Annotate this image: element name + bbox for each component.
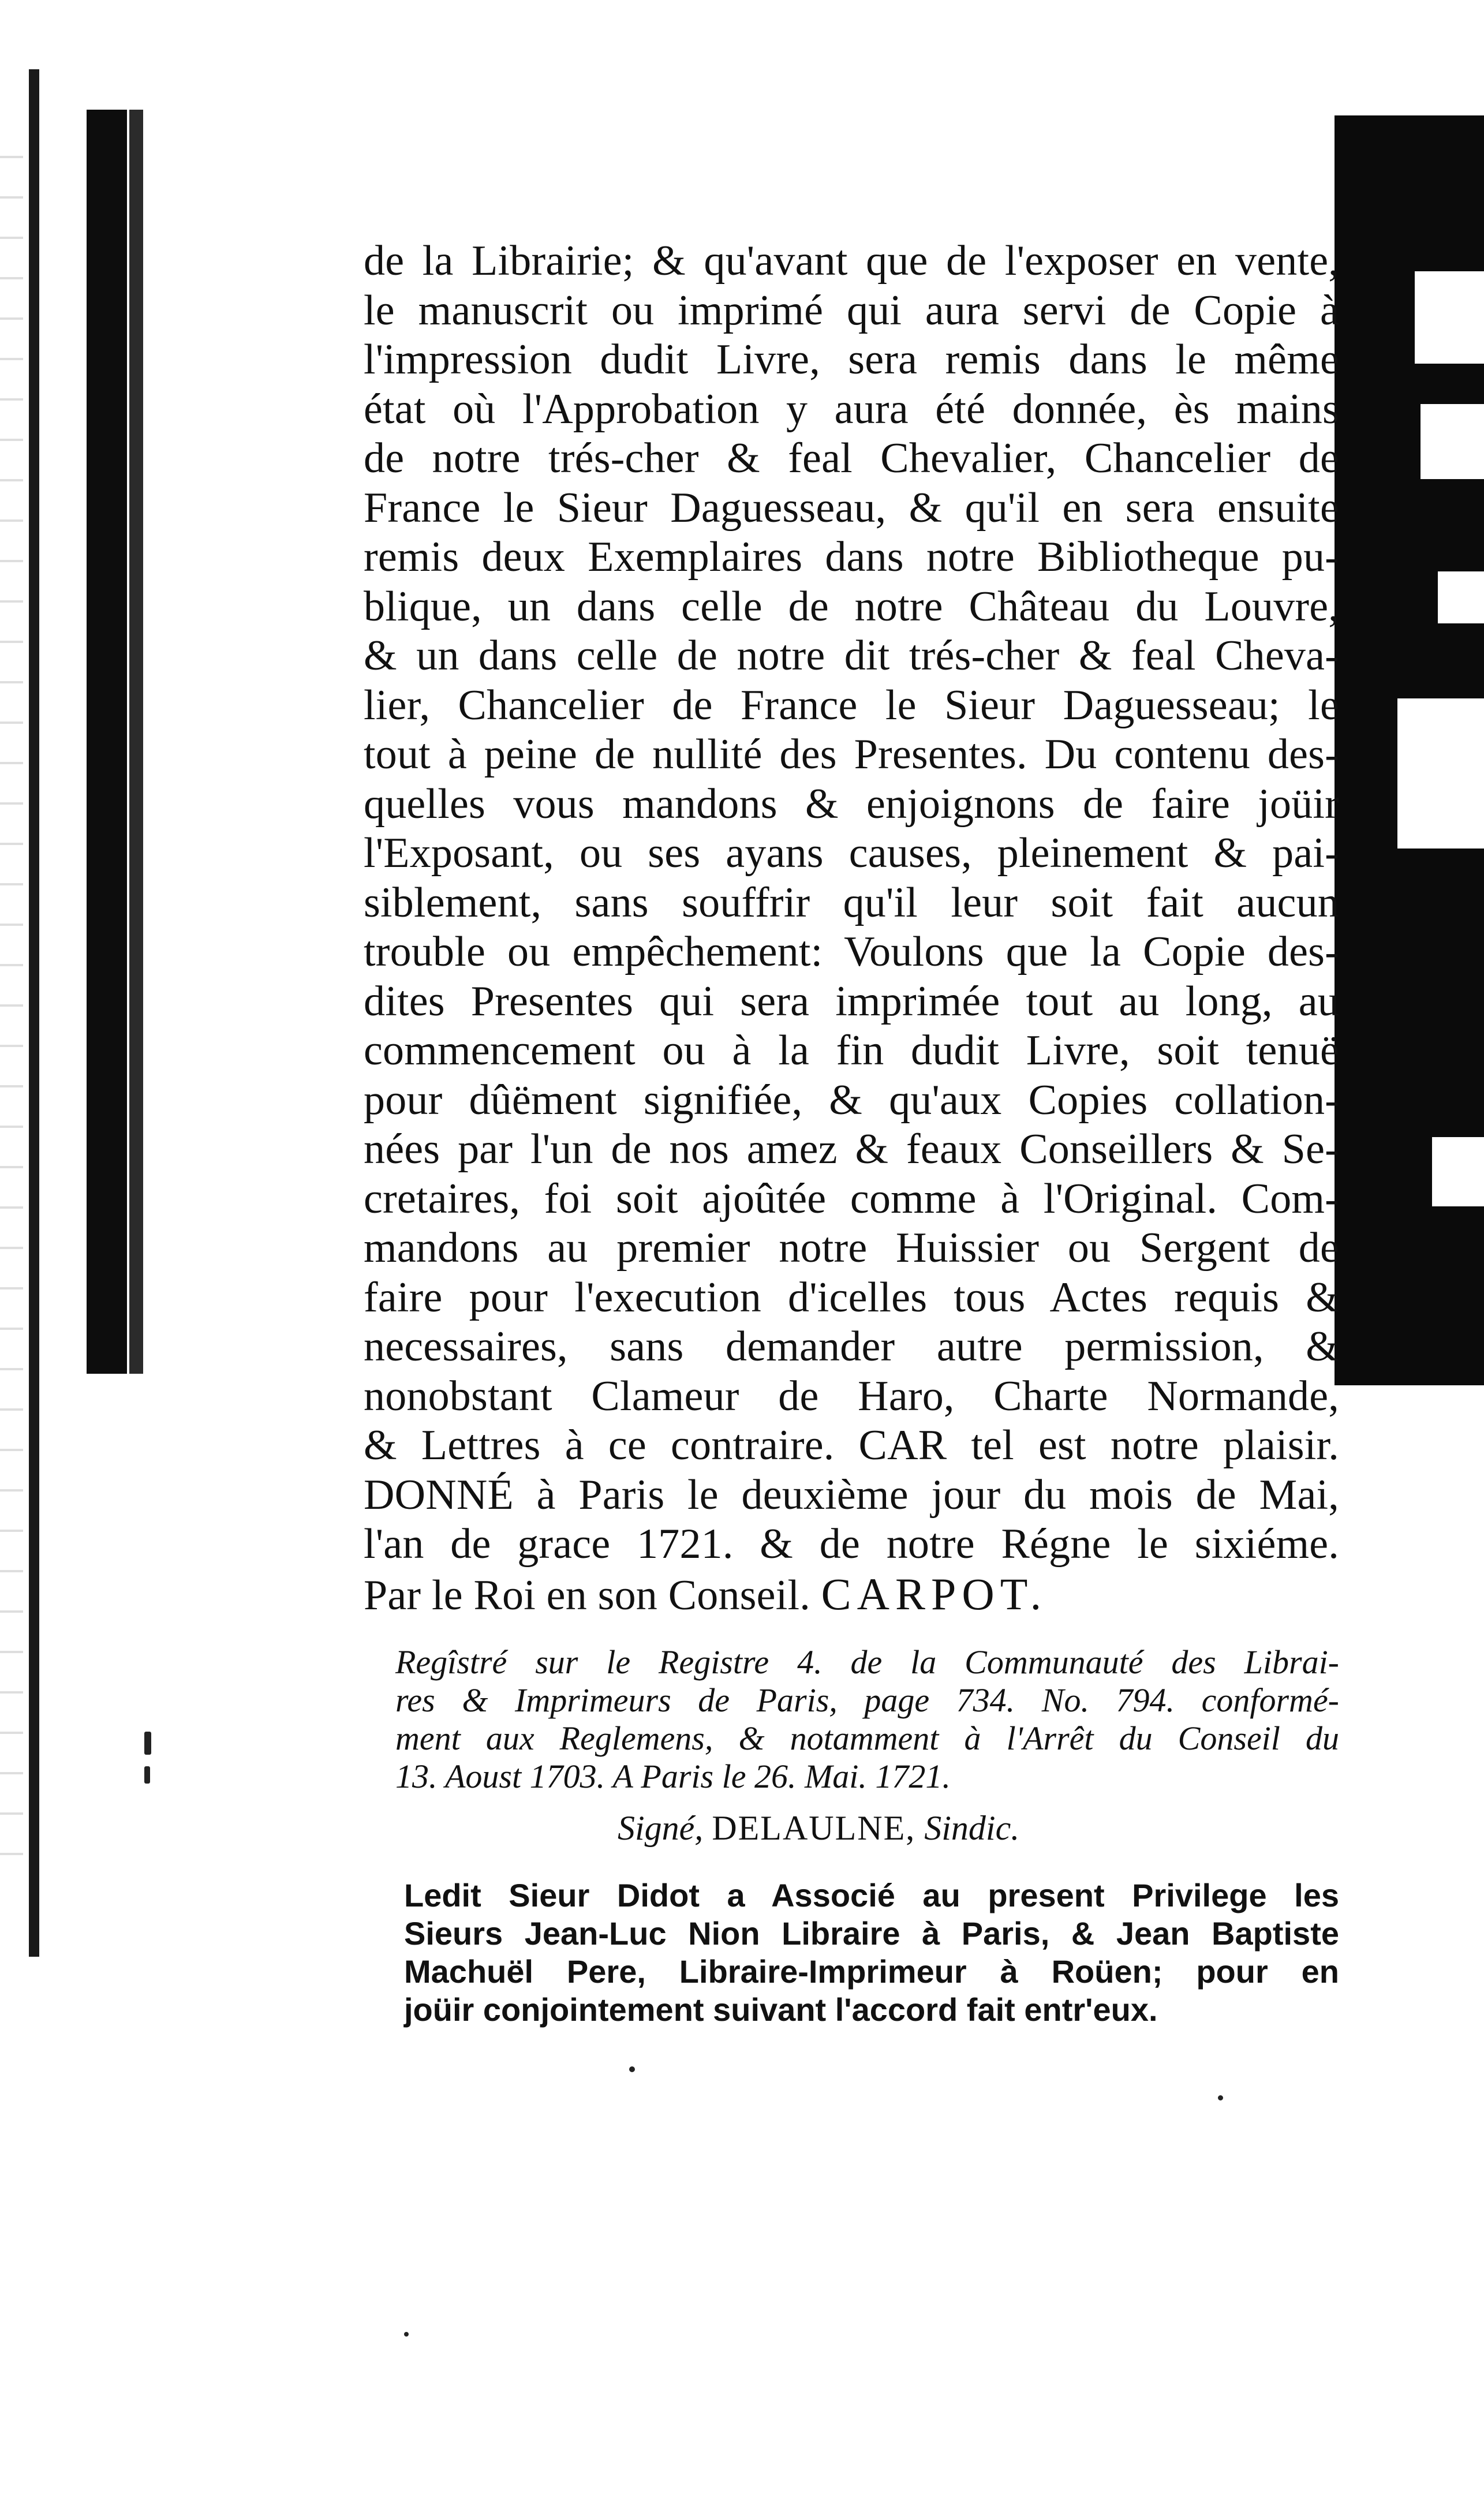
syndic-role: Sindic. (924, 1809, 1020, 1847)
text-line: mandons au premier notre Huissier ou Sergent de (364, 1224, 1339, 1272)
text-line: faire pour l'execution d'icelles tous Actes requis & (364, 1273, 1339, 1321)
text-line: l'impression dudit Livre, sera remis dans le même (364, 336, 1339, 383)
text-line: nées par l'un de nos amez & feaux Conseillers & Se- (364, 1126, 1339, 1173)
registration-line: ment aux Reglemens, & notamment à l'Arrêt du Conseil du (395, 1720, 1339, 1757)
text-line: France le Sieur Daguesseau, & qu'il en sera ensuite (364, 484, 1339, 532)
facing-page-glyph (1438, 571, 1484, 623)
association-line: Ledit Sieur Didot a Associé au present Privilege les (404, 1877, 1339, 1913)
text-line: de notre trés-cher & feal Chevalier, Chancelier de (364, 435, 1339, 482)
scan-speck (1218, 2095, 1223, 2100)
text-line: lier, Chancelier de France le Sieur Daguesseau; le (364, 681, 1339, 729)
signatory-name: CARPOT. (821, 1568, 1048, 1619)
text-line: cretaires, foi soit ajoûtée comme à l'Original. Com- (364, 1175, 1339, 1223)
scan-speck (404, 2332, 409, 2337)
text-line: trouble ou empêchement: Voulons que la Copie des- (364, 928, 1339, 975)
text-line: remis deux Exemplaires dans notre Bibliotheque pu- (364, 533, 1339, 581)
scan-edge-left (29, 69, 39, 1957)
facing-page-glyph (1415, 271, 1484, 364)
text-line: le manuscrit ou imprimé qui aura servi de Copie à (364, 286, 1339, 334)
scan-speck (144, 1766, 150, 1784)
registration-line: Regîstré sur le Registre 4. de la Communauté des Librai- (395, 1643, 1339, 1681)
text-line: nonobstant Clameur de Haro, Charte Normande, (364, 1372, 1339, 1420)
scan-speck (144, 1732, 151, 1755)
gutter-shadow (87, 110, 127, 1374)
text-line: necessaires, sans demander autre permission, & (364, 1323, 1339, 1370)
text-line: l'Exposant, ou ses ayans causes, pleinement & pai- (364, 829, 1339, 877)
registration-line: 13. Aoust 1703. A Paris le 26. Mai. 1721. (395, 1758, 951, 1795)
privilege-body (364, 237, 1339, 1620)
text-line: l'an de grace 1721. & de notre Régne le sixiéme. (364, 1520, 1339, 1568)
signed-prefix: Signé, (618, 1809, 704, 1847)
facing-page-glyph (1432, 1137, 1484, 1206)
association-line: Machuël Pere, Libraire-Imprimeur à Roüen; pour en (404, 1953, 1339, 1990)
facing-page-glyph (1449, 1414, 1484, 1449)
association-line: Sieurs Jean-Luc Nion Libraire à Paris, & Jean Baptiste (404, 1915, 1339, 1952)
syndic-signature (364, 1807, 1339, 1849)
text-line: blique, un dans celle de notre Château du Louvre, (364, 582, 1339, 630)
text-line: pour dûëment signifiée, & qu'aux Copies collation- (364, 1076, 1339, 1124)
text-line: de la Librairie; & qu'avant que de l'exposer en vente, (364, 237, 1339, 285)
text-line: quelles vous mandons & enjoignons de faire joüir (364, 780, 1339, 828)
syndic-name: DELAULNE, (712, 1809, 916, 1847)
scan-speckle-left (0, 139, 23, 1870)
association-line: joüir conjointement suivant l'accord fait entr'eux. (404, 1991, 1158, 2028)
signature-prefix: Par le Roi en son Conseil. (364, 1571, 810, 1619)
association-note (364, 1877, 1339, 2029)
text-line: & Lettres à ce contraire. CAR tel est notre plaisir. (364, 1422, 1339, 1469)
registration-line: res & Imprimeurs de Paris, page 734. No. 794. conformé- (395, 1681, 1339, 1719)
document-page (364, 237, 1339, 2029)
text-line: DONNÉ à Paris le deuxième jour du mois de Mai, (364, 1471, 1339, 1519)
text-line: siblement, sans souffrir qu'il leur soit fait aucun (364, 879, 1339, 926)
signature-line (364, 1569, 1339, 1621)
text-line: état où l'Approbation y aura été donnée, ès mains (364, 385, 1339, 433)
text-line: & un dans celle de notre dit trés-cher & feal Cheva- (364, 632, 1339, 679)
registration-note (364, 1643, 1339, 1796)
facing-page-glyph (1397, 698, 1484, 848)
scan-speck (629, 2066, 635, 2072)
text-line: dites Presentes qui sera imprimée tout au long, au (364, 977, 1339, 1025)
facing-page-glyph (1421, 404, 1484, 479)
text-line: tout à peine de nullité des Presentes. Du contenu des- (364, 731, 1339, 778)
text-line: commencement ou à la fin dudit Livre, soit tenuë (364, 1027, 1339, 1074)
facing-page-fragments (1374, 271, 1484, 1483)
